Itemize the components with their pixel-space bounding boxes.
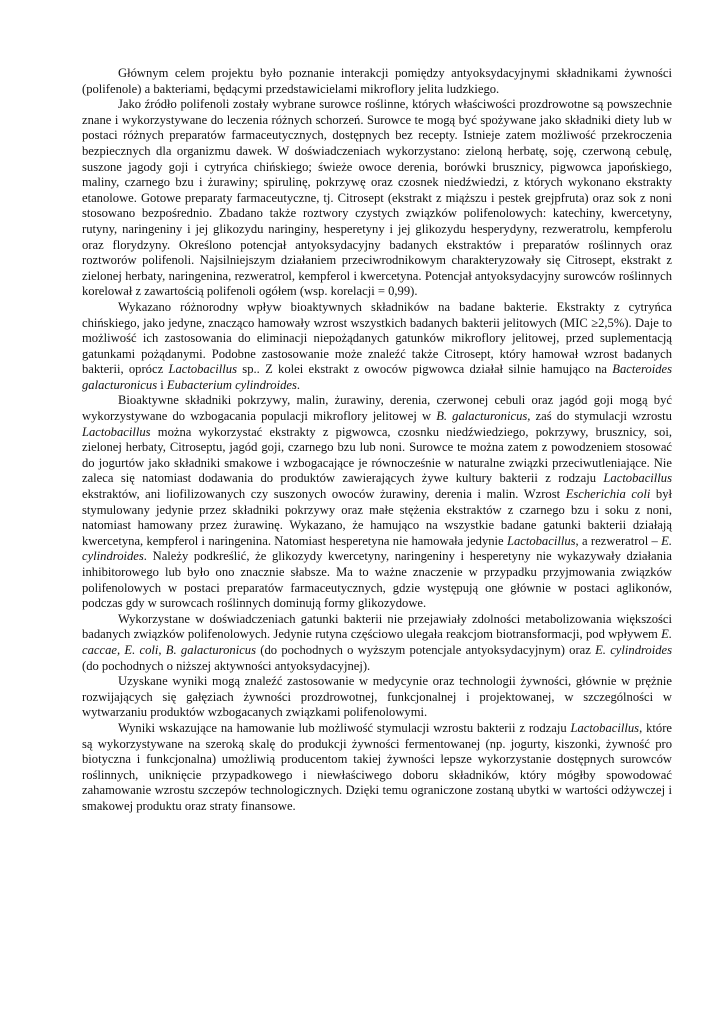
text-run: Wykazano różnorodny wpływ bioaktywnych składników na badane bakterie. Ekstrakty z cytryńca chińskiego, jako jedyne, znacząco hamowały wzrost wszystkich badanych bakterii jelitowych (MIC ≥2,5%). Daje to możliwość ich zastosowania do eliminacji niepożądanych gatunków mikroflory jelitowej, przed suplementacją gatunkami pożądanymi. Podobne zastosowanie może znaleźć także Citrosept, który hamował wzrost badanych bakterii, oprócz — [82, 299, 672, 377]
italic-term: Bacteroides galacturonicus — [82, 362, 672, 392]
paragraph-1 — [82, 66, 672, 97]
text-run: . — [296, 377, 301, 392]
italic-term: Lactobacillus — [168, 362, 238, 377]
italic-term: Lactobacillus — [506, 533, 576, 548]
text-run: (do pochodnych o niższej aktywności antyoksydacyjnej). — [82, 658, 371, 673]
paragraph-3 — [82, 300, 672, 394]
italic-term: E. caccae, E. coli, B. galacturonicus — [82, 627, 672, 657]
text-run: był stymulowany jedynie przez składniki pokrzywy oraz małe stężenia ekstraktów z czarnego bzu i soku z noni, natomiast hamowany przez żurawinę. Wykazano, że hamująco na wszystkie badane gatunki bakterii działają kwercetyna, kempferol i naringenina. Natomiast hesperetyna nie hamowała jedynie — [82, 487, 672, 548]
italic-term: E. cylindroides — [595, 642, 673, 657]
paragraph-6 — [82, 674, 672, 721]
document-body — [82, 66, 672, 815]
text-run: . Należy podkreślić, że glikozydy kwercetyny, naringeniny i hesperetyny nie wykazywały działania inhibitorowego lub było ono znacznie słabsze. Ma to ważne znaczenie w przypadku przyjmowania związków polifenolowych w postaci preparatów farmaceutycznych, gdzie występują one głównie w postaci aglikonów, podczas gdy w surowcach roślinnych dominują formy glikozydowe. — [82, 549, 672, 611]
italic-term: B. galacturonicus, — [436, 409, 531, 424]
paragraph-7 — [82, 721, 672, 815]
paragraph-2 — [82, 97, 672, 300]
text-run: Bioaktywne składniki pokrzywy, malin, żurawiny, derenia, czerwonej cebuli oraz jagód goji mogą być wykorzystywane do wzbogacania populacji mikroflory jelitowej w — [82, 393, 672, 424]
text-run: Jako źródło polifenoli zostały wybrane surowce roślinne, których właściwości prozdrowotne są powszechnie znane i wykorzystywane do leczenia różnych schorzeń. Surowce te mogą być spożywane jako składniki diety lub w postaci różnych preparatów farmaceutycznych, dostępnych bez recepty. Istnieje zatem możliwość przekroczenia bezpiecznych dla organizmu dawek. W doświadczeniach wykorzystano: zieloną herbatę, soję, czerwoną cebulę, suszone jagody goji i cytryńca chińskiego; świeże owoce derenia, borówki brusznicy, pigwowca japońskiego, maliny, czarnego bzu i żurawiny; spirulinę, pokrzywę oraz czosnek niedźwiedzi, z których wykonano ekstrakty etanolowe. Gotowe preparaty farmaceutyczne, tj. Citrosept (ekstrakt z miąższu i pestek grejpfruta) oraz sok z noni stosowano bezpośrednio. Zbadano także roztwory czystych związków polifenolowych: katechiny, kwercetyny, rutyny, naringeniny i jej glikozydu naringiny, hesperetyny i jej glikozydu hesperydyny, rezweratrolu, kempferolu oraz florydzyny. Określono potencjał antyoksydacyjny badanych ekstraktów i preparatów roślinnych oraz roztworów polifenoli. Najsilniejszym działaniem przeciwrodnikowym charakteryzowały się Citrosept, ekstrakt z zielonej herbaty, naringenina, rezweratrol, kempferol i kwercetyna. Potencjał antyoksydacyjny surowców roślinnych korelował z zawartością polifenoli ogółem (wsp. korelacji = 0,99). — [82, 97, 672, 299]
text-run: , a rezweratrol – — [575, 533, 662, 548]
italic-term: Lactobacillus — [570, 720, 640, 735]
italic-term: E. cylindroides — [82, 533, 672, 564]
paragraph-5 — [82, 612, 672, 674]
text-run: Wyniki wskazujące na hamowanie lub możliwość stymulacji wzrostu bakterii z rodzaju — [118, 720, 571, 735]
paragraph-4 — [82, 393, 672, 611]
text-run: i — [157, 377, 167, 392]
text-run: , które są wykorzystywane na szeroką skalę do produkcji żywności fermentowanej (np. jogurty, kiszonki, żywność pro biotyczna i funkcjonalna) umożliwią producentom takiej żywności lepsze wykorzystanie dostępnych surowców roślinnych, uniknięcie przypadkowego i niewłaściwego doboru składników, który mógłby spowodować zahamowanie wzrostu szczepów technologicznych. Dzięki temu ograniczone zostaną ubytki w wartości odżywczej i smakowej produktu oraz straty finansowe. — [82, 720, 672, 813]
text-run: Wykorzystane w doświadczeniach gatunki bakterii nie przejawiały zdolności metabolizowania większości badanych związków polifenolowych. Jedynie rutyna częściowo ulegała reakcjom biotransformacji, pod wpływem — [82, 611, 672, 642]
italic-term: Lactobacillus — [603, 471, 672, 486]
text-run: Uzyskane wyniki mogą znaleźć zastosowanie w medycynie oraz technologii żywności, głównie w prężnie rozwijających się gałęziach żywności prozdrowotnej, funkcjonalnej i projektowanej, w szczególności w wytwarzaniu produktów wzbogacanych związkami polifenolowymi. — [82, 674, 672, 720]
text-run: (do pochodnych o wyższym potencjale antyoksydacyjnym) oraz — [256, 642, 596, 657]
italic-term: Eubacterium cylindroides — [166, 377, 297, 392]
text-run: sp.. Z kolei ekstrakt z owoców pigwowca działał silnie hamująco na — [237, 362, 613, 377]
text-run: można wykorzystać ekstrakty z pigwowca, czosnku niedźwiedziego, pokrzywy, brusznicy, soi, zielonej herbaty, Citroseptu, jagód goji, czarnego bzu lub noni. Surowce te można zatem z powodzeniem stosować do jogurtów jako składniki smakowe i wzbogacające je równocześnie w naturalne związki przeciwutleniające. Nie zaleca się natomiast dodawania do produktów zawierających żywe kultury bakterii z rodzaju — [82, 424, 672, 486]
text-run: Głównym celem projektu było poznanie interakcji pomiędzy antyoksydacyjnymi składnikami żywności (polifenole) a bakteriami, będącymi przedstawicielami mikroflory jelita ludzkiego. — [82, 66, 672, 96]
text-run: ekstraktów, ani liofilizowanych czy suszonych owoców żurawiny, derenia i malin. Wzrost — [82, 487, 566, 502]
italic-term: Lactobacillus — [82, 424, 151, 439]
italic-term: Escherichia coli — [565, 487, 651, 502]
text-run: zaś do stymulacji wzrostu — [530, 409, 672, 424]
